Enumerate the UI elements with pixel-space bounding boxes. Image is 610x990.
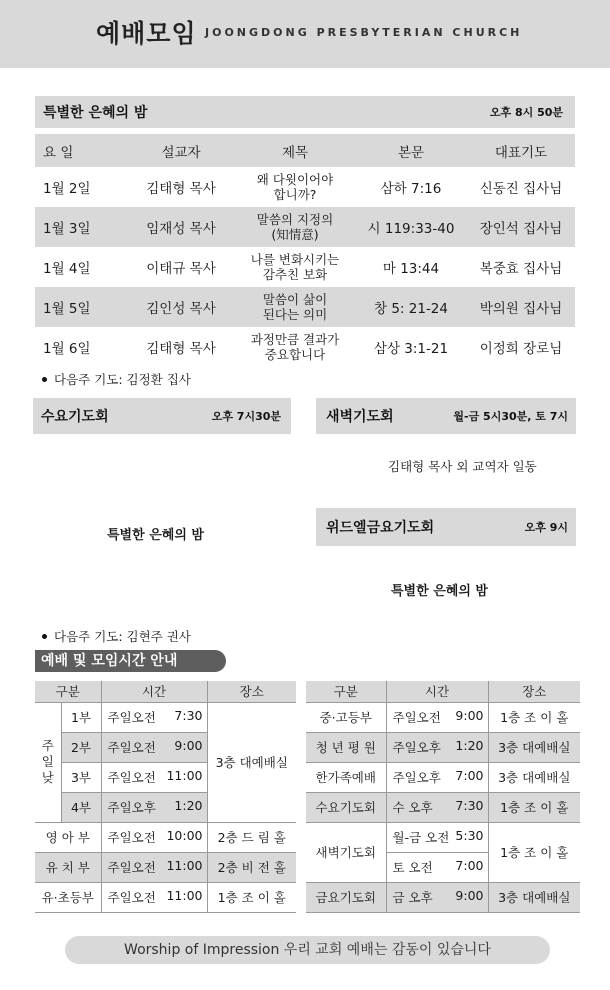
meeting-time [386,732,488,762]
table-row [35,287,575,327]
row-preacher: 김인성 목사 [127,287,235,327]
head-place: 장소 [488,681,580,702]
meeting-hour: 7:30 [455,798,484,813]
dept-hour: 11:00 [166,888,203,903]
wednesday-next-prayer [42,627,191,645]
title-line-1: 과정만큼 결과가 [250,332,340,347]
row-prayer: 박의원 집사님 [467,287,575,327]
table-row [306,702,580,732]
service-hour: 1:20 [174,798,203,813]
title-line-2: 된다는 의미 [262,307,328,322]
row-date: 1월 2일 [43,181,91,197]
row-date: 1월 3일 [35,207,127,247]
dawn-hour-weekday: 5:30 [455,828,484,843]
row-text: 마 13:44 [382,261,440,277]
row-date: 1월 4일 [43,261,91,277]
dept-time [101,852,207,882]
row-prayer: 장인석 집사님 [467,207,575,247]
service-time [101,702,207,732]
dawn-leader: 김태형 목사 외 교역자 일동 [388,459,537,474]
service-label: 2부 [61,732,101,762]
row-text: 삼하 7:16 [380,181,442,197]
meeting-time [386,762,488,792]
title-line-2: 합니까? [273,187,317,202]
dept-hour: 11:00 [166,858,203,873]
table-row [35,822,296,852]
dept-day: 주일오전 [107,860,156,875]
dawn-day-saturday: 토 오전 [392,860,433,875]
service-label: 4부 [61,792,101,822]
table-row [35,852,296,882]
note-text: 다음주 기도: 김현주 권사 [54,629,191,644]
head-place: 장소 [207,681,296,702]
row-preacher: 김태형 목사 [146,181,216,197]
head-time: 시간 [101,681,207,702]
table-row [306,882,580,912]
service-day: 주일오전 [107,770,156,785]
dawn-bar [316,398,576,434]
dept-label: 영 아 부 [35,822,101,852]
head-time: 시간 [386,681,488,702]
schedule-header-row [35,134,575,167]
friday-hour: 9:00 [455,888,484,903]
meeting-label: 한가족예배 [306,762,386,792]
table-row [306,822,580,852]
row-prayer: 신동진 집사님 [479,181,563,197]
meeting-hour: 9:00 [455,708,484,723]
title-line-1: 왜 다윗이어야 [256,172,334,187]
meeting-place: 1층 조 이 홀 [488,702,580,732]
row-text: 삼상 3:1-21 [373,341,449,357]
service-time [101,762,207,792]
friday-title: 위드엘금요기도회 [326,520,435,536]
row-title [235,167,355,207]
dawn-place: 1층 조 이 홀 [488,822,580,882]
meeting-day: 주일오후 [392,770,441,785]
sunday-group-label [35,702,61,822]
meeting-label: 청 년 평 원 [306,732,386,762]
head-category: 구분 [35,681,101,702]
table-row [35,702,296,732]
title-line-2: (知情意) [271,227,319,242]
friday-day: 금 오후 [392,890,433,905]
dept-day: 주일오전 [107,830,156,845]
row-title [235,247,355,287]
row-preacher: 이태규 목사 [146,261,216,277]
page-header [0,0,610,68]
title-line-1: 말씀의 지정의 [256,212,334,227]
row-title [235,327,355,367]
guide-table-left [35,681,296,913]
bullet-icon [42,377,47,382]
guide-header-row [35,681,296,702]
friday-label: 금요기도회 [306,882,386,912]
service-label: 3부 [61,762,101,792]
wednesday-title: 수요기도회 [41,409,109,425]
row-text: 창 5: 21-24 [355,287,467,327]
table-row [35,247,575,287]
title-line-2: 중요합니다 [264,347,326,362]
row-prayer: 복중효 집사님 [479,261,563,277]
meeting-day: 주일오전 [392,710,441,725]
meeting-day: 수 오후 [392,800,433,815]
service-day: 주일오후 [107,800,156,815]
dept-time [101,822,207,852]
dawn-hour-saturday: 7:00 [455,858,484,873]
guide-title: 예배 및 모임시간 안내 [35,650,226,672]
service-hour: 11:00 [166,768,203,783]
guide-header-row [306,681,580,702]
title-line-1: 나를 변화시키는 [250,252,340,267]
special-night-schedule [35,134,575,367]
service-hour: 9:00 [174,738,203,753]
row-date: 1월 5일 [35,287,127,327]
col-preacher: 설교자 [127,134,235,167]
special-night-time: 오후 8시 50분 [489,106,563,119]
service-label: 1부 [61,702,101,732]
meeting-hour: 1:20 [455,738,484,753]
table-row [306,792,580,822]
table-row [306,762,580,792]
head-category: 구분 [306,681,386,702]
service-day: 주일오전 [107,710,156,725]
meeting-label: 중·고등부 [306,702,386,732]
dawn-time-weekday [386,822,488,852]
service-time [101,732,207,762]
friday-bar [316,508,576,546]
table-row [306,732,580,762]
dept-time [101,882,207,912]
church-name: JOONGDONG PRESBYTERIAN CHURCH [205,26,523,39]
col-prayer: 대표기도 [467,134,575,167]
sunday-place: 3층 대예배실 [207,702,296,822]
row-preacher: 임재성 목사 [127,207,235,247]
friday-time: 오후 9시 [524,521,568,534]
title-line-1: 말씀이 삶이 [262,292,328,307]
dept-day: 주일오전 [107,890,156,905]
dawn-time-saturday [386,852,488,882]
service-time [101,792,207,822]
col-text: 본문 [355,134,467,167]
table-row [35,882,296,912]
meeting-place: 3층 대예배실 [488,732,580,762]
dept-place: 2층 드 림 홀 [207,822,296,852]
meeting-time [386,702,488,732]
dept-hour: 10:00 [166,828,203,843]
friday-time-cell [386,882,488,912]
guide-table-right [306,681,580,913]
dawn-title: 새벽기도회 [326,409,394,425]
dawn-day-weekday: 월-금 오전 [392,830,450,845]
friday-place: 3층 대예배실 [488,882,580,912]
row-prayer: 이정희 장로님 [479,341,563,357]
friday-content: 특별한 은혜의 밤 [391,584,488,599]
footer-banner: Worship of Impression 우리 교회 예배는 감동이 있습니다 [65,936,550,964]
col-title: 제목 [235,134,355,167]
special-night-next-prayer [42,370,191,388]
table-row [35,207,575,247]
meeting-place: 3층 대예배실 [488,762,580,792]
sunday-group-text: 주일낮 [41,738,54,785]
col-date: 요 일 [35,134,127,167]
meeting-time [386,792,488,822]
wednesday-bar [33,398,291,434]
special-night-bar [35,96,575,128]
dawn-label: 새벽기도회 [306,822,386,882]
wednesday-content: 특별한 은혜의 밤 [107,528,204,543]
dept-label: 유 치 부 [35,852,101,882]
meeting-hour: 7:00 [455,768,484,783]
meeting-label: 수요기도회 [306,792,386,822]
meeting-day: 주일오후 [392,740,441,755]
dept-place: 1층 조 이 홀 [207,882,296,912]
row-date: 1월 6일 [43,341,91,357]
dept-place: 2층 비 전 홀 [207,852,296,882]
table-row [35,167,575,207]
dawn-time: 월-금 5시30분, 토 7시 [453,410,568,423]
special-night-title: 특별한 은혜의 밤 [43,105,148,121]
service-hour: 7:30 [174,708,203,723]
row-title [235,287,355,327]
title-line-2: 감추친 보화 [262,267,328,282]
service-day: 주일오전 [107,740,156,755]
dept-label: 유·초등부 [35,882,101,912]
page-title: 예배모임 [96,19,197,48]
bullet-icon [42,634,47,639]
note-text: 다음주 기도: 김정환 집사 [54,372,191,387]
wednesday-time: 오후 7시30분 [211,410,281,423]
row-title [235,207,355,247]
table-row [35,327,575,367]
meeting-place: 1층 조 이 홀 [488,792,580,822]
row-preacher: 김태형 목사 [146,341,216,357]
row-text: 시 119:33-40 [355,207,467,247]
